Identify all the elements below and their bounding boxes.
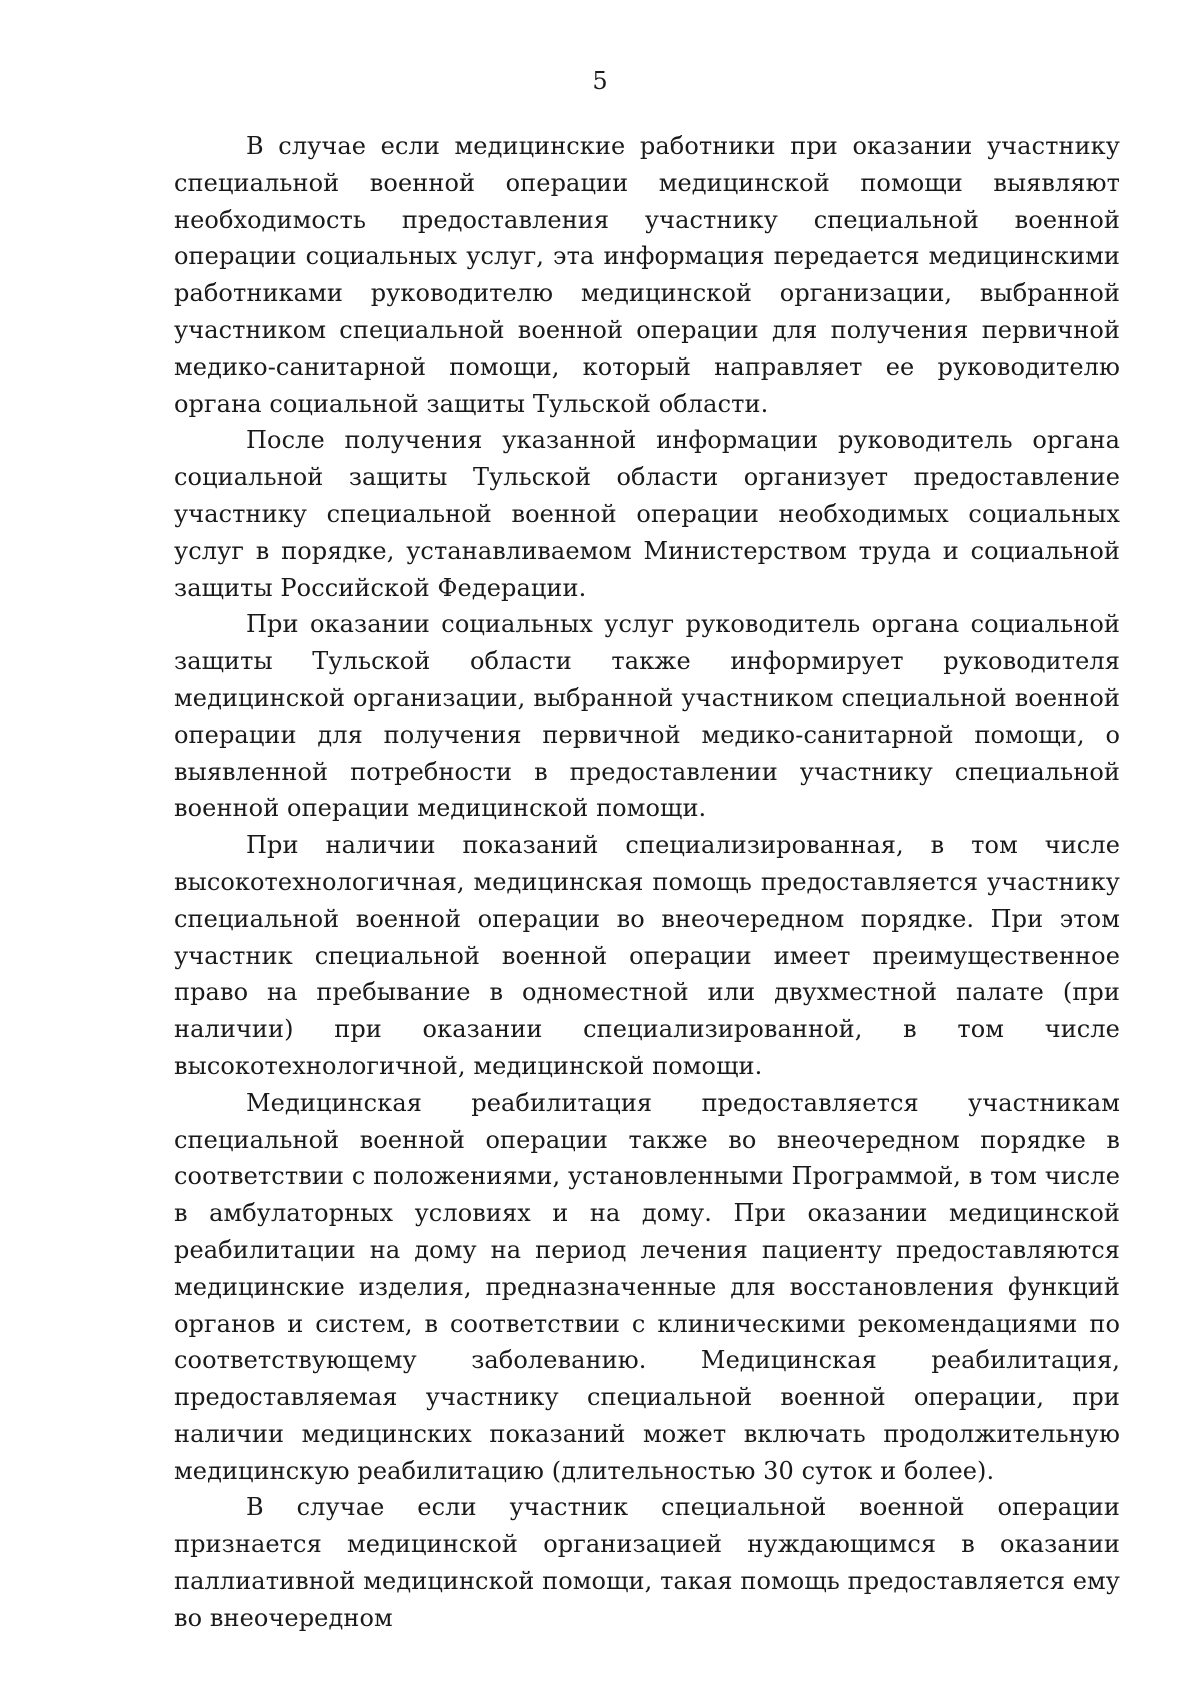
document-body	[174, 128, 1120, 1637]
paragraph-medical-need-notification: При оказании социальных услуг руководитель органа социальной защиты Тульской области также информирует руководителя медицинской организации, выбранной участником специальной военной операции для получения первичной медико-санитарной помощи, о выявленной потребности в предоставлении участнику специальной военной операции медицинской помощи.	[174, 610, 1120, 823]
paragraph-social-services-info: В случае если медицинские работники при оказании участнику специальной военной операции медицинской помощи выявляют необходимость предоставления участнику специальной военной операции социальных услуг, эта информация передается медицинскими работниками руководителю медицинской организации, выбранной участником специальной военной операции для получения первичной медико-санитарной помощи, который направляет ее руководителю органа социальной защиты Тульской области.	[174, 132, 1120, 418]
paragraph-medical-rehabilitation: Медицинская реабилитация предоставляется участникам специальной военной операции также во внеочередном порядке в соответствии с положениями, установленными Программой, в том числе в амбулаторных условиях и на дому. При оказании медицинской реабилитации на дому на период лечения пациенту предоставляются медицинские изделия, предназначенные для восстановления функций органов и систем, в соответствии с клиническими рекомендациями по соответствующему заболеванию. Медицинская реабилитация, предоставляемая участнику специальной военной операции, при наличии медицинских показаний может включать продолжительную медицинскую реабилитацию (длительностью 30 суток и более).	[174, 1088, 1120, 1485]
page-number: 5	[592, 67, 608, 95]
paragraph-social-services-provision: После получения указанной информации руководитель органа социальной защиты Тульской области организует предоставление участнику специальной военной операции необходимых социальных услуг в порядке, устанавливаемом Министерством труда и социальной защиты Российской Федерации.	[174, 426, 1120, 602]
paragraph-specialized-care: При наличии показаний специализированная, в том числе высокотехнологичная, медицинская помощь предоставляется участнику специальной военной операции во внеочередном порядке. При этом участник специальной военной операции имеет преимущественное право на пребывание в одноместной или двухместной палате (при наличии) при оказании специализированной, в том числе высокотехнологичной, медицинской помощи.	[174, 831, 1120, 1080]
paragraph-palliative-care: В случае если участник специальной военной операции признается медицинской организацией нуждающимся в оказании паллиативной медицинской помощи, такая помощь предоставляется ему во внеочередном	[174, 1493, 1120, 1632]
